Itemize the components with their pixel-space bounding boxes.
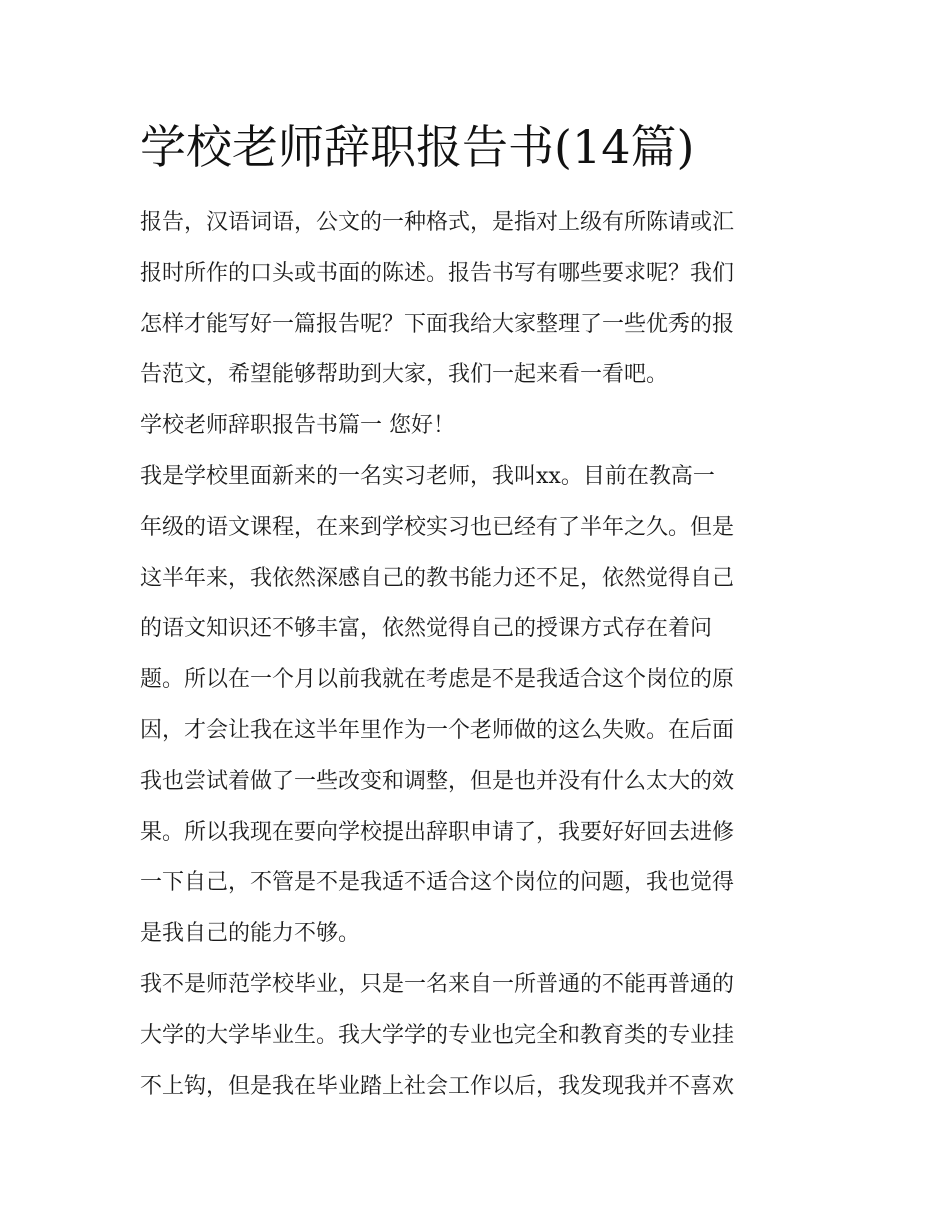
text-line: 题。所以在一个月以前我就在考虑是不是我适合这个岗位的原 — [140, 667, 735, 693]
text-line: 我不是师范学校毕业，只是一名来自一所普通的不能再普通的 — [140, 971, 735, 997]
text-line: 我也尝试着做了一些改变和调整，但是也并没有什么太大的效 — [140, 768, 735, 794]
text-line: 报告，汉语词语，公文的一种格式，是指对上级有所陈请或汇 — [140, 210, 735, 235]
text-line: 不上钩，但是我在毕业踏上社会工作以后，我发现我并不喜欢 — [140, 1073, 735, 1099]
text-line: 是我自己的能力不够。 — [140, 921, 361, 947]
text-line: 的语文知识还不够丰富，依然觉得自己的授课方式存在着问 — [140, 616, 713, 642]
text-line: 告范文，希望能够帮助到大家，我们一起来看一看吧。 — [140, 362, 669, 388]
text-line: 怎样才能写好一篇报告呢？下面我给大家整理了一些优秀的报 — [140, 311, 735, 337]
document-title: 学校老师辞职报告书(14篇) — [140, 120, 695, 174]
document-body — [140, 198, 812, 1112]
text-line: 果。所以我现在要向学校提出辞职申请了，我要好好回去进修 — [140, 819, 735, 845]
text-line: 一下自己，不管是不是我适不适合这个岗位的问题，我也觉得 — [140, 870, 735, 896]
text-line: 大学的大学毕业生。我大学学的专业也完全和教育类的专业挂 — [140, 1022, 735, 1048]
text-line: 年级的语文课程，在来到学校实习也已经有了半年之久。但是 — [140, 514, 735, 540]
section-heading-line: 学校老师辞职报告书篇一 您好！ — [140, 413, 455, 439]
text-line: 我是学校里面新来的一名实习老师，我叫xx。目前在教高一 — [140, 463, 715, 489]
text-line: 报时所作的口头或书面的陈述。报告书写有哪些要求呢？我们 — [140, 260, 735, 286]
text-line: 这半年来，我依然深感自己的教书能力还不足，依然觉得自己 — [140, 565, 735, 591]
text-line: 因，才会让我在这半年里作为一个老师做的这么失败。在后面 — [140, 717, 735, 743]
